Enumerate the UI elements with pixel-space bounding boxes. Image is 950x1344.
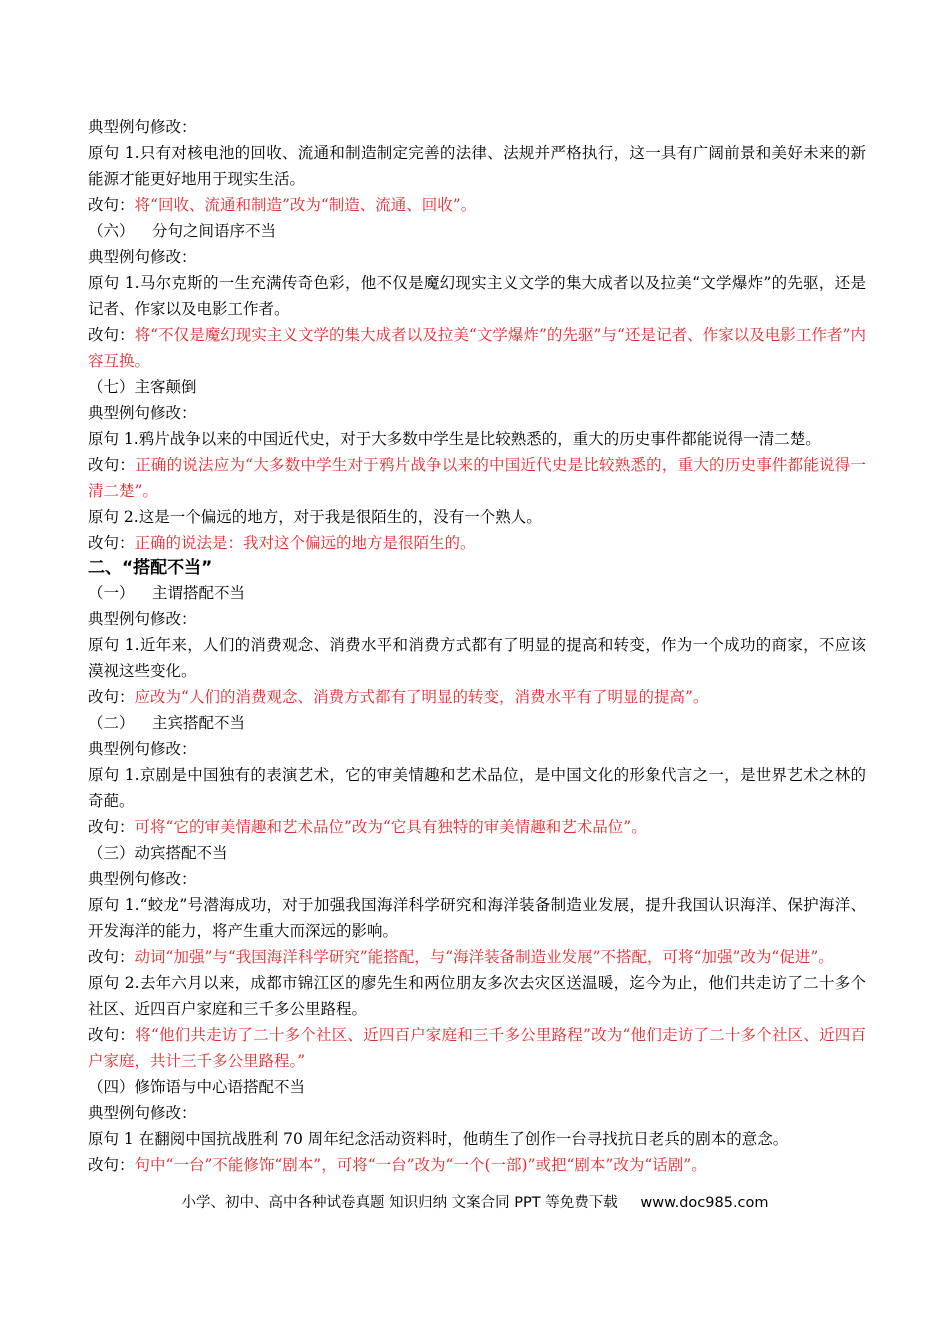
subsection-title: （四）修饰语与中心语搭配不当 — [88, 1078, 306, 1096]
section-heading: 二、“搭配不当” — [88, 558, 213, 578]
body-line: 原句 1.鸦片战争以来的中国近代史，对于大多数中学生是比较熟悉的，重大的历史事件都能说得一清二楚。 — [88, 430, 821, 448]
subsection-title — [88, 710, 866, 736]
body-line: 典型例句修改： — [88, 118, 197, 136]
body-line: 原句 2.去年六月以来，成都市锦江区的廖先生和两位朋友多次去灾区送温暖，迄今为止，他们共走访了二十多个社区、近四百户家庭和三千多公里路程。 — [88, 974, 866, 1018]
revise-label: 改句： — [88, 326, 135, 344]
revised-sentence — [88, 322, 866, 374]
revised-sentence — [88, 530, 866, 556]
body-line: 原句 1.近年来，人们的消费观念、消费水平和消费方式都有了明显的提高和转变，作为一个成功的商家，不应该漠视这些变化。 — [88, 636, 866, 680]
body-line: 原句 1.只有对核电池的回收、流通和制造制定完善的法律、法规并严格执行，这一具有广阔前景和美好未来的新能源才能更好地用于现实生活。 — [88, 144, 866, 188]
revise-text: 可将“它的审美情趣和艺术品位”改为“它具有独特的审美情趣和艺术品位”。 — [134, 818, 647, 836]
revised-sentence — [88, 944, 866, 970]
subsection-text: 分句之间语序不当 — [152, 222, 277, 240]
subsection-title: （七）主客颠倒 — [88, 378, 197, 396]
body-line: 原句 1.马尔克斯的一生充满传奇色彩，他不仅是魔幻现实主义文学的集大成者以及拉美“文学爆炸”的先驱，还是记者、作家以及电影工作者。 — [88, 274, 866, 318]
body-line: 典型例句修改： — [88, 740, 197, 758]
subsection-text: 主谓搭配不当 — [152, 584, 246, 602]
revise-text: 将“他们共走访了二十多个社区、近四百户家庭和三千多公里路程”改为“他们走访了二十多个社区、近四百户家庭，共计三千多公里路程。” — [88, 1026, 866, 1070]
revise-label: 改句： — [88, 196, 135, 214]
subsection-title — [88, 580, 866, 606]
revise-label: 改句： — [88, 948, 135, 966]
revised-sentence — [88, 814, 866, 840]
revise-label: 改句： — [88, 456, 136, 474]
subsection-index: （一） — [88, 584, 135, 602]
revise-label: 改句： — [88, 818, 135, 836]
footer-url[interactable]: www.doc985.com — [640, 1195, 769, 1211]
body-line: 典型例句修改： — [88, 404, 197, 422]
revise-label: 改句： — [88, 1026, 136, 1044]
revise-text: 将“回收、流通和制造”改为“制造、流通、回收”。 — [134, 196, 477, 214]
revise-label: 改句： — [88, 688, 135, 706]
body-line: 原句 1.“蛟龙”号潜海成功，对于加强我国海洋科学研究和海洋装备制造业发展，提升我国认识海洋、保护海洋、开发海洋的能力，将产生重大而深远的影响。 — [88, 896, 866, 940]
revise-text: 句中“一台”不能修饰“剧本”，可将“一台”改为“一个(一部)”或把“剧本”改为“话剧”。 — [134, 1156, 707, 1174]
body-line: 典型例句修改： — [88, 248, 197, 266]
revised-sentence — [88, 452, 866, 504]
body-line: 原句 2.这是一个偏远的地方，对于我是很陌生的，没有一个熟人。 — [88, 508, 542, 526]
revise-text: 应改为“人们的消费观念、消费方式都有了明显的转变，消费水平有了明显的提高”。 — [134, 688, 709, 706]
body-line: 典型例句修改： — [88, 1104, 197, 1122]
document-body — [88, 114, 866, 1178]
subsection-index: （二） — [88, 714, 135, 732]
revised-sentence — [88, 1022, 866, 1074]
subsection-text: 主宾搭配不当 — [152, 714, 246, 732]
footer-text: 小学、初中、高中各种试卷真题 知识归纳 文案合同 PPT 等免费下载 — [181, 1195, 618, 1211]
subsection-title — [88, 218, 866, 244]
revise-label: 改句： — [88, 534, 135, 552]
body-line: 典型例句修改： — [88, 870, 197, 888]
body-line: 原句 1.京剧是中国独有的表演艺术，它的审美情趣和艺术品位，是中国文化的形象代言之一，是世界艺术之林的奇葩。 — [88, 766, 866, 810]
revised-sentence — [88, 192, 866, 218]
revise-text: 正确的说法应为“大多数中学生对于鸦片战争以来的中国近代史是比较熟悉的，重大的历史事件都能说得一清二楚”。 — [88, 456, 866, 500]
revise-label: 改句： — [88, 1156, 135, 1174]
body-line: 原句 1 在翻阅中国抗战胜利 70 周年纪念活动资料时，他萌生了创作一台寻找抗日老兵的剧本的意念。 — [88, 1130, 789, 1148]
revise-text: 将“不仅是魔幻现实主义文学的集大成者以及拉美“文学爆炸”的先驱”与“还是记者、作家以及电影工作者”内容互换。 — [88, 326, 866, 370]
revised-sentence — [88, 684, 866, 710]
subsection-index: （六） — [88, 222, 135, 240]
page-footer — [0, 1191, 950, 1212]
revise-text: 正确的说法是：我对这个偏远的地方是很陌生的。 — [134, 534, 476, 552]
revise-text: 动词“加强”与“我国海洋科学研究”能搭配，与“海洋装备制造业发展”不搭配，可将“加强”改为“促进”。 — [134, 948, 834, 966]
body-line: 典型例句修改： — [88, 610, 197, 628]
revised-sentence — [88, 1152, 866, 1178]
subsection-title: （三）动宾搭配不当 — [88, 844, 228, 862]
